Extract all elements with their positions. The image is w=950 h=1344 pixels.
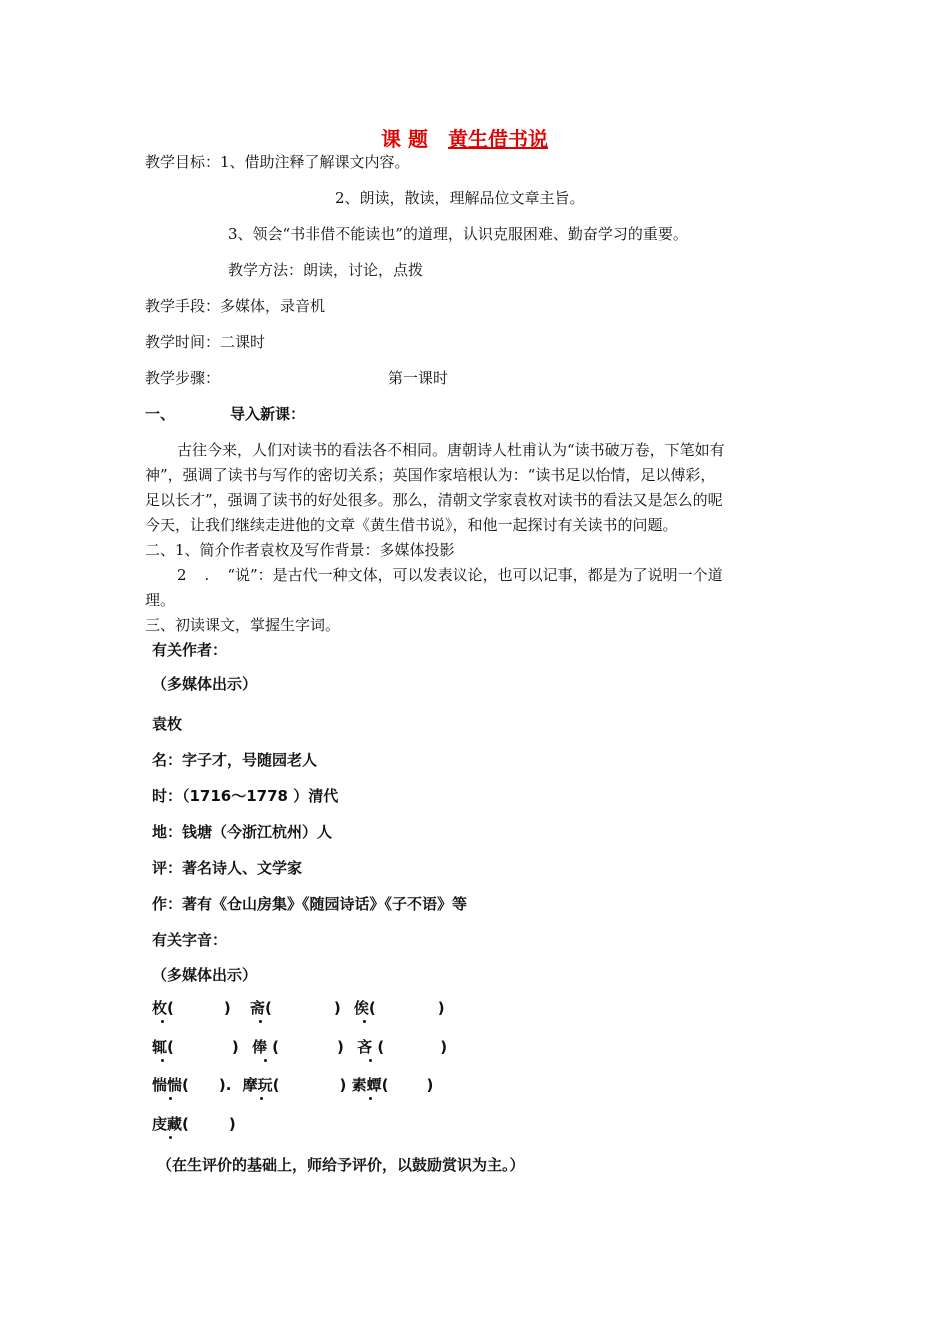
char-suyin: 素蟫( bbox=[351, 1076, 389, 1094]
intro-line-2: 神”，强调了读书与写作的密切关系；英国作家培根认为：“读书足以怡情，足以傅彩， bbox=[145, 466, 716, 484]
section-1-number: 一、 bbox=[145, 405, 176, 423]
section-2-item-2-cont: 理。 bbox=[145, 591, 176, 609]
section-2-item-2: 2 . “说”：是古代一种文体，可以发表议论，也可以记事，都是为了说明一个道 bbox=[177, 566, 723, 584]
item-2-number: 2 bbox=[177, 566, 187, 584]
title-text: 黄生借书说 bbox=[447, 127, 548, 151]
author-shi: 时：（1716～1778 ）清代 bbox=[152, 787, 339, 805]
objective-1: 1、借助注释了解课文内容。 bbox=[220, 153, 410, 171]
objectives-line-1 bbox=[145, 152, 410, 172]
author-di: 地：钱塘（今浙江杭州）人 bbox=[152, 823, 333, 841]
pronunciation-heading: 有关字音： bbox=[152, 931, 228, 949]
author-name: 袁枚 bbox=[152, 715, 183, 733]
section-3: 三、初读课文，掌握生字词。 bbox=[145, 616, 341, 634]
objective-3: 3、领会“书非借不能读也”的道理，认识克服困难、勤奋学习的重要。 bbox=[228, 225, 688, 243]
char-lin: 吝 ( bbox=[357, 1038, 385, 1056]
page-title bbox=[381, 126, 548, 152]
intro-line-1: 古往今来，人们对读书的看法各不相同。唐朝诗人杜甫认为“读书破万卷，下笔如有 bbox=[177, 441, 725, 459]
char-mei-close: ) bbox=[223, 999, 231, 1017]
author-media: （多媒体出示） bbox=[152, 675, 258, 693]
char-feng-close: ) bbox=[337, 1038, 344, 1056]
char-row-1 bbox=[152, 998, 445, 1018]
char-zhe: 辄( bbox=[152, 1038, 174, 1056]
pronunciation-media: （多媒体出示） bbox=[152, 966, 258, 984]
char-zhe-close: ) bbox=[231, 1038, 239, 1056]
section-1-heading: 导入新课： bbox=[230, 405, 306, 423]
char-mowan-close: ) bbox=[339, 1076, 347, 1094]
char-guicang-close: ) bbox=[228, 1115, 236, 1133]
char-zhuizhui: 惴惴( bbox=[152, 1076, 189, 1094]
char-row-4 bbox=[152, 1114, 236, 1134]
teaching-steps-label: 教学步骤： bbox=[145, 369, 221, 387]
char-zhuizhui-close: ). bbox=[218, 1076, 232, 1094]
char-si: 俟( bbox=[353, 999, 376, 1017]
intro-line-3: 足以长才”，强调了读书的好处很多。那么，清朝文学家袁枚对读书的看法又是怎么的呢 bbox=[145, 491, 723, 509]
char-lin-close: ) bbox=[440, 1038, 448, 1056]
author-ping: 评：著名诗人、文学家 bbox=[152, 859, 303, 877]
section-2-item-1: 二、1、简介作者袁枚及写作背景：多媒体投影 bbox=[145, 541, 455, 559]
char-si-close: ) bbox=[437, 999, 445, 1017]
char-zhai-close: ) bbox=[333, 999, 341, 1017]
intro-line-4: 今天，让我们继续走进他的文章《黄生借书说》，和他一起探讨有关读书的问题。 bbox=[145, 516, 678, 534]
char-guicang: 庋藏( bbox=[152, 1115, 189, 1133]
objective-2: 2、朗读，散读，理解品位文章主旨。 bbox=[335, 189, 585, 207]
char-zhai: 斋( bbox=[249, 999, 272, 1017]
first-period: 第一课时 bbox=[388, 369, 449, 387]
char-feng: 俸 ( bbox=[251, 1038, 280, 1056]
author-heading: 有关作者： bbox=[152, 641, 228, 659]
char-mei: 枚( bbox=[152, 999, 174, 1017]
char-suyin-close: ) bbox=[426, 1076, 434, 1094]
char-mowan: 摩玩( bbox=[242, 1076, 280, 1094]
char-row-2 bbox=[152, 1037, 447, 1057]
author-zi: 名：字子才，号随园老人 bbox=[152, 751, 318, 769]
teaching-method: 教学方法：朗读，讨论，点拨 bbox=[228, 261, 424, 279]
author-zuo: 作：著有《仓山房集》《随园诗话》《子不语》等 bbox=[152, 895, 468, 913]
title-label: 课 题 bbox=[381, 127, 428, 151]
teaching-means: 教学手段：多媒体，录音机 bbox=[145, 297, 326, 315]
closing-note: （在生评价的基础上，师给予评价，以鼓励赏识为主。） bbox=[157, 1156, 525, 1174]
objectives-label: 教学目标： bbox=[145, 153, 221, 171]
char-row-3 bbox=[152, 1075, 433, 1095]
item-2-text: “说”：是古代一种文体，可以发表议论，也可以记事，都是为了说明一个道 bbox=[227, 566, 723, 584]
teaching-time: 教学时间：二课时 bbox=[145, 333, 266, 351]
